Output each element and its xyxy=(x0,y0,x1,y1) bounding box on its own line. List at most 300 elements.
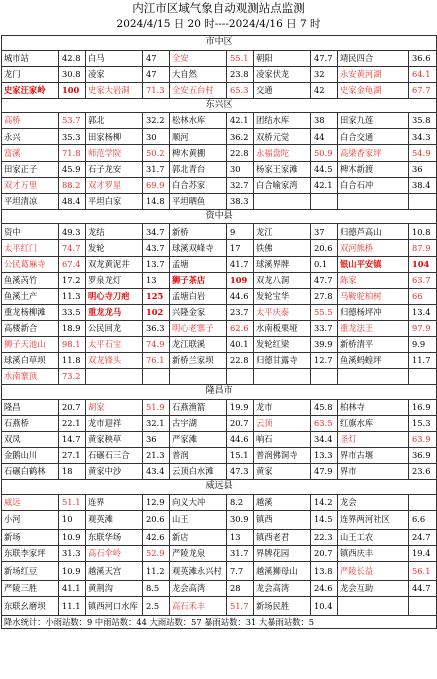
station-name: 双桥元觉 xyxy=(254,129,311,145)
rainfall-value: 18.9 xyxy=(59,320,86,336)
rainfall-value: 12.9 xyxy=(143,494,170,510)
rainfall-value: 44.5 xyxy=(311,161,338,177)
station-name: 石碾石三合 xyxy=(86,448,143,464)
station-name: 观英滩永兴村 xyxy=(170,562,227,581)
station-name: 发轮 xyxy=(86,240,143,256)
rainfall-value: 10.4 xyxy=(311,597,338,616)
rainfall-value: 11.1 xyxy=(59,597,86,616)
station-name: 新桥兰家坝 xyxy=(170,353,227,369)
station-name: 越溪狮母山 xyxy=(254,562,311,581)
rainfall-value: 27.8 xyxy=(311,288,338,304)
station-name: 鱼溪芮竹 xyxy=(2,272,59,288)
station-name: 镇西 xyxy=(254,510,311,529)
station-name: 双才万里 xyxy=(2,177,59,193)
station-name: 马鞍驼柏树 xyxy=(338,288,409,304)
station-name: 连界两河社区 xyxy=(338,510,409,529)
rainfall-value: 55.5 xyxy=(311,304,338,320)
station-name: 龙会高湾 xyxy=(170,581,227,597)
station-name: 归德杨坪冲 xyxy=(338,304,409,320)
station-name: 新桥 xyxy=(170,224,227,240)
rainfall-value: 9 xyxy=(227,224,254,240)
rainfall-value: 76.1 xyxy=(143,353,170,369)
rainfall-value: 11.2 xyxy=(143,562,170,581)
station-name: 史家汪家岭 xyxy=(2,82,59,98)
station-name: 隆昌 xyxy=(2,399,59,415)
station-name xyxy=(254,369,311,385)
rainfall-value: 63.7 xyxy=(409,272,437,288)
station-name: 双凤 xyxy=(2,431,59,447)
rainfall-value: 97.9 xyxy=(409,320,437,336)
station-name: 新场民胜 xyxy=(254,597,311,616)
station-name: 公民葛麻寺 xyxy=(2,256,59,272)
table-row xyxy=(2,494,437,510)
station-name: 红旗水库 xyxy=(338,415,409,431)
rainfall-value: 13 xyxy=(227,529,254,545)
station-name: 双龙八洞 xyxy=(254,272,311,288)
table-row xyxy=(2,82,437,98)
rainfall-value: 51.7 xyxy=(227,597,254,616)
station-name: 孟塘 xyxy=(170,256,227,272)
station-name: 白合苏家 xyxy=(170,177,227,193)
station-name: 鱼溪蚂蝗坪 xyxy=(338,353,409,369)
rainfall-value: 20.7 xyxy=(311,545,338,561)
station-name: 圣灯 xyxy=(338,431,409,447)
station-name: 白合喻家湾 xyxy=(254,177,311,193)
station-name: 银山平安镇 xyxy=(338,256,409,272)
rainfall-value: 44.6 xyxy=(227,288,254,304)
rainfall-value: 32 xyxy=(311,66,338,82)
table-row xyxy=(2,581,437,597)
table-row xyxy=(2,431,437,447)
rainfall-value: 9.9 xyxy=(409,337,437,353)
section-title: 市中区 xyxy=(2,36,437,51)
rainfall-value: 27.1 xyxy=(59,448,86,464)
rainfall-value: 24.7 xyxy=(409,529,437,545)
rainfall-value: 47.7 xyxy=(311,272,338,288)
table-row xyxy=(2,240,437,256)
station-name: 郭北青台 xyxy=(170,161,227,177)
rainfall-value: 12.7 xyxy=(311,353,338,369)
rainfall-value: 32.7 xyxy=(227,177,254,193)
rainfall-value: 87.9 xyxy=(409,240,437,256)
station-name xyxy=(86,369,143,385)
station-name: 镇西老君 xyxy=(254,529,311,545)
table-row xyxy=(2,272,437,288)
rainfall-value: 88.2 xyxy=(59,177,86,193)
rainfall-value: 11.8 xyxy=(59,353,86,369)
station-name: 新桥清平 xyxy=(338,337,409,353)
document-subtitle: 2024/4/15 日 20 时----2024/4/16 日 7 时 xyxy=(116,18,321,30)
station-name: 高梁香家坪 xyxy=(338,145,409,161)
station-name: 普润 xyxy=(170,448,227,464)
summary-row xyxy=(2,616,437,629)
rainfall-value: 102 xyxy=(143,304,170,320)
rainfall-value: 33.5 xyxy=(59,304,86,320)
rainfall-value: 44.6 xyxy=(227,431,254,447)
station-name: 顺河 xyxy=(170,129,227,145)
rainfall-value: 11.3 xyxy=(59,288,86,304)
rainfall-value: 6.6 xyxy=(409,510,437,529)
station-name: 石碾白鹤林 xyxy=(2,464,59,480)
rainfall-value: 11.7 xyxy=(409,353,437,369)
station-name: 重龙龙马 xyxy=(86,304,143,320)
table-row xyxy=(2,597,437,616)
rainfall-value: 42.8 xyxy=(59,50,86,66)
station-name: 全安五台村 xyxy=(170,82,227,98)
rainfall-value xyxy=(409,193,437,209)
station-name: 太平石宝 xyxy=(86,337,143,353)
rainfall-value: 10 xyxy=(59,510,86,529)
rainfall-value: 50.9 xyxy=(311,145,338,161)
rainfall-value: 17.2 xyxy=(59,272,86,288)
rainfall-value: 47.7 xyxy=(311,50,338,66)
station-name: 永安黄河湖 xyxy=(338,66,409,82)
rainfall-value: 63.9 xyxy=(409,431,437,447)
station-name: 严陵三胜 xyxy=(2,581,59,597)
station-name xyxy=(338,369,409,385)
rainfall-value: 14.8 xyxy=(143,193,170,209)
rainfall-value: 17 xyxy=(227,240,254,256)
station-name: 平坦晒鱼 xyxy=(170,193,227,209)
rainfall-value: 45.9 xyxy=(59,161,86,177)
station-name: 太平红门 xyxy=(2,240,59,256)
rainfall-value: 13.4 xyxy=(409,304,437,320)
rainfall-value: 32.2 xyxy=(143,113,170,129)
station-name: 城市站 xyxy=(2,50,59,66)
station-name: 双龙锋头 xyxy=(86,353,143,369)
rainfall-value: 33.7 xyxy=(311,320,338,336)
rainfall-value: 42.6 xyxy=(143,529,170,545)
table-row xyxy=(2,529,437,545)
station-name: 师范学院 xyxy=(86,145,143,161)
station-name: 连界 xyxy=(86,494,143,510)
rainfall-value: 8.5 xyxy=(143,581,170,597)
station-name: 球溪界牌 xyxy=(254,256,311,272)
station-name: 新店 xyxy=(170,529,227,545)
station-name: 大自然 xyxy=(170,66,227,82)
station-name: 资中 xyxy=(2,224,59,240)
station-name: 胡家 xyxy=(86,399,143,415)
station-name: 东联李家坪 xyxy=(2,545,59,561)
station-name: 田家九莲 xyxy=(338,113,409,129)
rainfall-value: 13.3 xyxy=(311,448,338,464)
table-row xyxy=(2,66,437,82)
station-name: 太平庆泰 xyxy=(254,304,311,320)
station-name: 球溪白草坝 xyxy=(2,353,59,369)
rainfall-value: 23.7 xyxy=(227,304,254,320)
rainfall-value: 47 xyxy=(143,66,170,82)
table-row xyxy=(2,161,437,177)
station-name: 双才罗星 xyxy=(86,177,143,193)
station-name: 新场 xyxy=(2,529,59,545)
rainfall-value: 109 xyxy=(227,272,254,288)
rainfall-value: 38 xyxy=(311,113,338,129)
station-name: 郭北 xyxy=(86,113,143,129)
rainfall-value: 18 xyxy=(59,464,86,480)
table-row xyxy=(2,545,437,561)
station-name: 黄家秧草 xyxy=(86,431,143,447)
station-name: 龙会 xyxy=(338,494,409,510)
rainfall-value: 0.1 xyxy=(311,256,338,272)
station-name: 白马 xyxy=(86,50,143,66)
rainfall-value: 51.9 xyxy=(143,399,170,415)
station-name: 椑木黄棚 xyxy=(170,145,227,161)
rainfall-value: 49.3 xyxy=(59,224,86,240)
table-row xyxy=(2,129,437,145)
rainfall-value: 28 xyxy=(227,581,254,597)
station-name: 向义大冲 xyxy=(170,494,227,510)
station-name: 镇西河口水库 xyxy=(86,597,143,616)
station-name xyxy=(254,193,311,209)
station-name: 平坦清凉 xyxy=(2,193,59,209)
station-name: 富溪 xyxy=(2,145,59,161)
station-name: 凌家伏龙 xyxy=(254,66,311,82)
station-name: 龙门 xyxy=(2,66,59,82)
rainfall-value: 31.3 xyxy=(59,545,86,561)
station-name: 观英滩 xyxy=(86,510,143,529)
station-name: 孟塘白岩 xyxy=(170,288,227,304)
rainfall-value: 13.8 xyxy=(311,562,338,581)
rainfall-value: 34.7 xyxy=(143,224,170,240)
rainfall-value: 2.5 xyxy=(143,597,170,616)
rainfall-value: 42.1 xyxy=(227,113,254,129)
rainfall-value: 22.8 xyxy=(227,145,254,161)
station-name: 交通 xyxy=(254,82,311,98)
rainfall-value: 30.9 xyxy=(227,510,254,529)
station-name: 东联华场 xyxy=(86,529,143,545)
rainfall-value: 125 xyxy=(143,288,170,304)
station-name: 永兴 xyxy=(2,129,59,145)
rainfall-value: 56.1 xyxy=(409,562,437,581)
rainfall-value: 36 xyxy=(409,161,437,177)
rainfall-value: 38.4 xyxy=(409,177,437,193)
rainfall-value: 10.9 xyxy=(59,562,86,581)
section-header-row xyxy=(2,385,437,400)
table-row xyxy=(2,193,437,209)
rainfall-value: 71.8 xyxy=(59,145,86,161)
station-name: 龙结 xyxy=(86,224,143,240)
rainfall-value: 8.2 xyxy=(227,494,254,510)
station-name: 龙江联溪 xyxy=(170,337,227,353)
station-name: 镇西庆丰 xyxy=(338,545,409,561)
station-name: 水南板栗垭 xyxy=(254,320,311,336)
rainfall-value: 13.7 xyxy=(143,256,170,272)
station-name: 靖民四合 xyxy=(338,50,409,66)
station-name: 发轮宝华 xyxy=(254,288,311,304)
station-name: 田家杨柳 xyxy=(86,129,143,145)
table-row xyxy=(2,145,437,161)
section-header-row xyxy=(2,36,437,51)
rainfall-value: 16.9 xyxy=(409,399,437,415)
station-name: 石燕渔箭 xyxy=(170,399,227,415)
station-name: 龙市 xyxy=(254,399,311,415)
table-row xyxy=(2,415,437,431)
table-row xyxy=(2,288,437,304)
rainfall-value: 45.8 xyxy=(311,399,338,415)
rainfall-value: 51.1 xyxy=(59,494,86,510)
station-name: 越溪 xyxy=(254,494,311,510)
station-name: 黄荆沟 xyxy=(86,581,143,597)
rainfall-value xyxy=(227,369,254,385)
rainfall-value: 43.7 xyxy=(143,240,170,256)
rainfall-value xyxy=(409,597,437,616)
rainfall-value: 13 xyxy=(143,272,170,288)
station-name: 小河 xyxy=(2,510,59,529)
document-title: 内江市区域气象自动观测站点监测 xyxy=(132,1,305,15)
rainfall-value: 20.6 xyxy=(311,240,338,256)
rainfall-value: 62.6 xyxy=(227,320,254,336)
station-name: 归德芦高山 xyxy=(338,224,409,240)
station-name: 鱼溪土产 xyxy=(2,288,59,304)
rainfall-value: 67.4 xyxy=(59,256,86,272)
table-row xyxy=(2,177,437,193)
rainfall-value: 47.9 xyxy=(311,464,338,480)
station-name: 凌家 xyxy=(86,66,143,82)
station-name: 松林水库 xyxy=(170,113,227,129)
station-name: 龙会互助 xyxy=(338,581,409,597)
station-name: 黄家 xyxy=(254,464,311,480)
station-name: 山王 xyxy=(170,510,227,529)
rainfall-value: 50.2 xyxy=(143,145,170,161)
rainfall-value: 36.2 xyxy=(227,129,254,145)
station-name: 陈家 xyxy=(338,272,409,288)
station-name: 双河熊桥 xyxy=(338,240,409,256)
rainfall-value: 31.7 xyxy=(227,545,254,561)
rainfall-value xyxy=(143,369,170,385)
rainfall-value: 37 xyxy=(311,224,338,240)
station-name: 普润佛洞寺 xyxy=(254,448,311,464)
station-name: 兴隆金家 xyxy=(170,304,227,320)
station-name: 重龙杨柳滩 xyxy=(2,304,59,320)
rainfall-value: 66 xyxy=(409,288,437,304)
precipitation-summary: 降水统计：小雨站数：9 中雨站数：44 大雨站数：57 暴雨站数：31 大暴雨站数：5 xyxy=(2,616,437,629)
rainfall-value: 32.1 xyxy=(143,415,170,431)
station-name: 山王工农 xyxy=(338,529,409,545)
station-name: 新场红豆 xyxy=(2,562,59,581)
table-row xyxy=(2,369,437,385)
station-name: 公民回龙 xyxy=(86,320,143,336)
station-name: 归德甘露寺 xyxy=(254,353,311,369)
station-name: 明心老寨子 xyxy=(170,320,227,336)
station-name xyxy=(338,597,409,616)
station-name: 椑木新渡 xyxy=(338,161,409,177)
station-name: 杨家王家滩 xyxy=(254,161,311,177)
station-name: 白合交通 xyxy=(338,129,409,145)
station-name: 高石伞岭 xyxy=(86,545,143,561)
station-name: 古宇湖 xyxy=(170,415,227,431)
station-name: 田家正子 xyxy=(2,161,59,177)
rainfall-value: 44 xyxy=(311,129,338,145)
table-row xyxy=(2,320,437,336)
rainfall-value: 36.3 xyxy=(143,320,170,336)
rainfall-value: 48.4 xyxy=(59,193,86,209)
rainfall-value: 20.6 xyxy=(143,510,170,529)
rainfall-value: 98.1 xyxy=(59,337,86,353)
rainfall-value: 41.1 xyxy=(59,581,86,597)
rainfall-value: 63.5 xyxy=(311,415,338,431)
table-row xyxy=(2,256,437,272)
rainfall-value: 54.9 xyxy=(409,145,437,161)
rainfall-value: 47 xyxy=(143,50,170,66)
rainfall-value: 36.6 xyxy=(409,50,437,66)
rainfall-value: 14.7 xyxy=(59,431,86,447)
station-name: 界牌花园 xyxy=(254,545,311,561)
station-name: 高石禾丰 xyxy=(170,597,227,616)
station-name: 狮子茶店 xyxy=(170,272,227,288)
rainfall-value: 71.3 xyxy=(143,82,170,98)
station-name: 柏林寺 xyxy=(338,399,409,415)
table-row xyxy=(2,353,437,369)
section-header-row xyxy=(2,480,437,495)
station-name: 史家金龟湖 xyxy=(338,82,409,98)
table-row xyxy=(2,510,437,529)
table-row xyxy=(2,337,437,353)
rainfall-value: 30 xyxy=(143,129,170,145)
station-name: 明心寺刀疤 xyxy=(86,288,143,304)
station-name: 响石 xyxy=(254,431,311,447)
rainfall-value xyxy=(409,494,437,510)
rainfall-value: 15.1 xyxy=(227,448,254,464)
station-name: 高桥 xyxy=(2,113,59,129)
station-name: 龙会高湾 xyxy=(254,581,311,597)
station-name: 金鹅山川 xyxy=(2,448,59,464)
rainfall-value: 41.7 xyxy=(227,256,254,272)
station-name: 狮子天池山 xyxy=(2,337,59,353)
table-row xyxy=(2,464,437,480)
station-name: 史家大岩洞 xyxy=(86,82,143,98)
rainfall-value: 22.3 xyxy=(311,529,338,545)
rainfall-value: 10.9 xyxy=(59,529,86,545)
table-row xyxy=(2,50,437,66)
rainfall-value: 53.7 xyxy=(59,113,86,129)
station-name: 重龙法王 xyxy=(338,320,409,336)
station-name: 云顶白水滩 xyxy=(170,464,227,480)
station-name: 团结水库 xyxy=(254,113,311,129)
rainfall-value: 24.6 xyxy=(311,581,338,597)
rainfall-value: 19.4 xyxy=(409,545,437,561)
rainfall-value: 30.8 xyxy=(59,66,86,82)
rainfall-value: 44.7 xyxy=(409,581,437,597)
station-name: 石燕桥 xyxy=(2,415,59,431)
rainfall-value: 23.8 xyxy=(227,66,254,82)
section-title: 隆昌市 xyxy=(2,385,437,400)
station-name: 严家滩 xyxy=(170,431,227,447)
station-name: 全安 xyxy=(170,50,227,66)
rainfall-value: 22.1 xyxy=(59,415,86,431)
rainfall-value: 20.7 xyxy=(227,415,254,431)
rainfall-value: 65.3 xyxy=(227,82,254,98)
rainfall-value: 31.7 xyxy=(143,161,170,177)
station-name xyxy=(338,193,409,209)
rainfall-value: 74.7 xyxy=(59,240,86,256)
rainfall-value: 52.9 xyxy=(143,545,170,561)
rainfall-value: 7.7 xyxy=(227,562,254,581)
station-name: 东联幺磨坝 xyxy=(2,597,59,616)
station-name: 石子龙安 xyxy=(86,161,143,177)
rainfall-value: 47.3 xyxy=(227,464,254,480)
rainfall-value: 73.2 xyxy=(59,369,86,385)
rainfall-value: 69.9 xyxy=(143,177,170,193)
rainfall-value: 35.8 xyxy=(409,113,437,129)
station-name: 罗泉龙灯 xyxy=(86,272,143,288)
rainfall-value: 104 xyxy=(409,256,437,272)
station-name: 界市古堰 xyxy=(338,448,409,464)
rainfall-value: 42.1 xyxy=(311,177,338,193)
rainfall-value: 36.9 xyxy=(409,448,437,464)
station-name: 龙市迎祥 xyxy=(86,415,143,431)
rainfall-value: 38.3 xyxy=(227,193,254,209)
station-name: 铁佛 xyxy=(254,240,311,256)
